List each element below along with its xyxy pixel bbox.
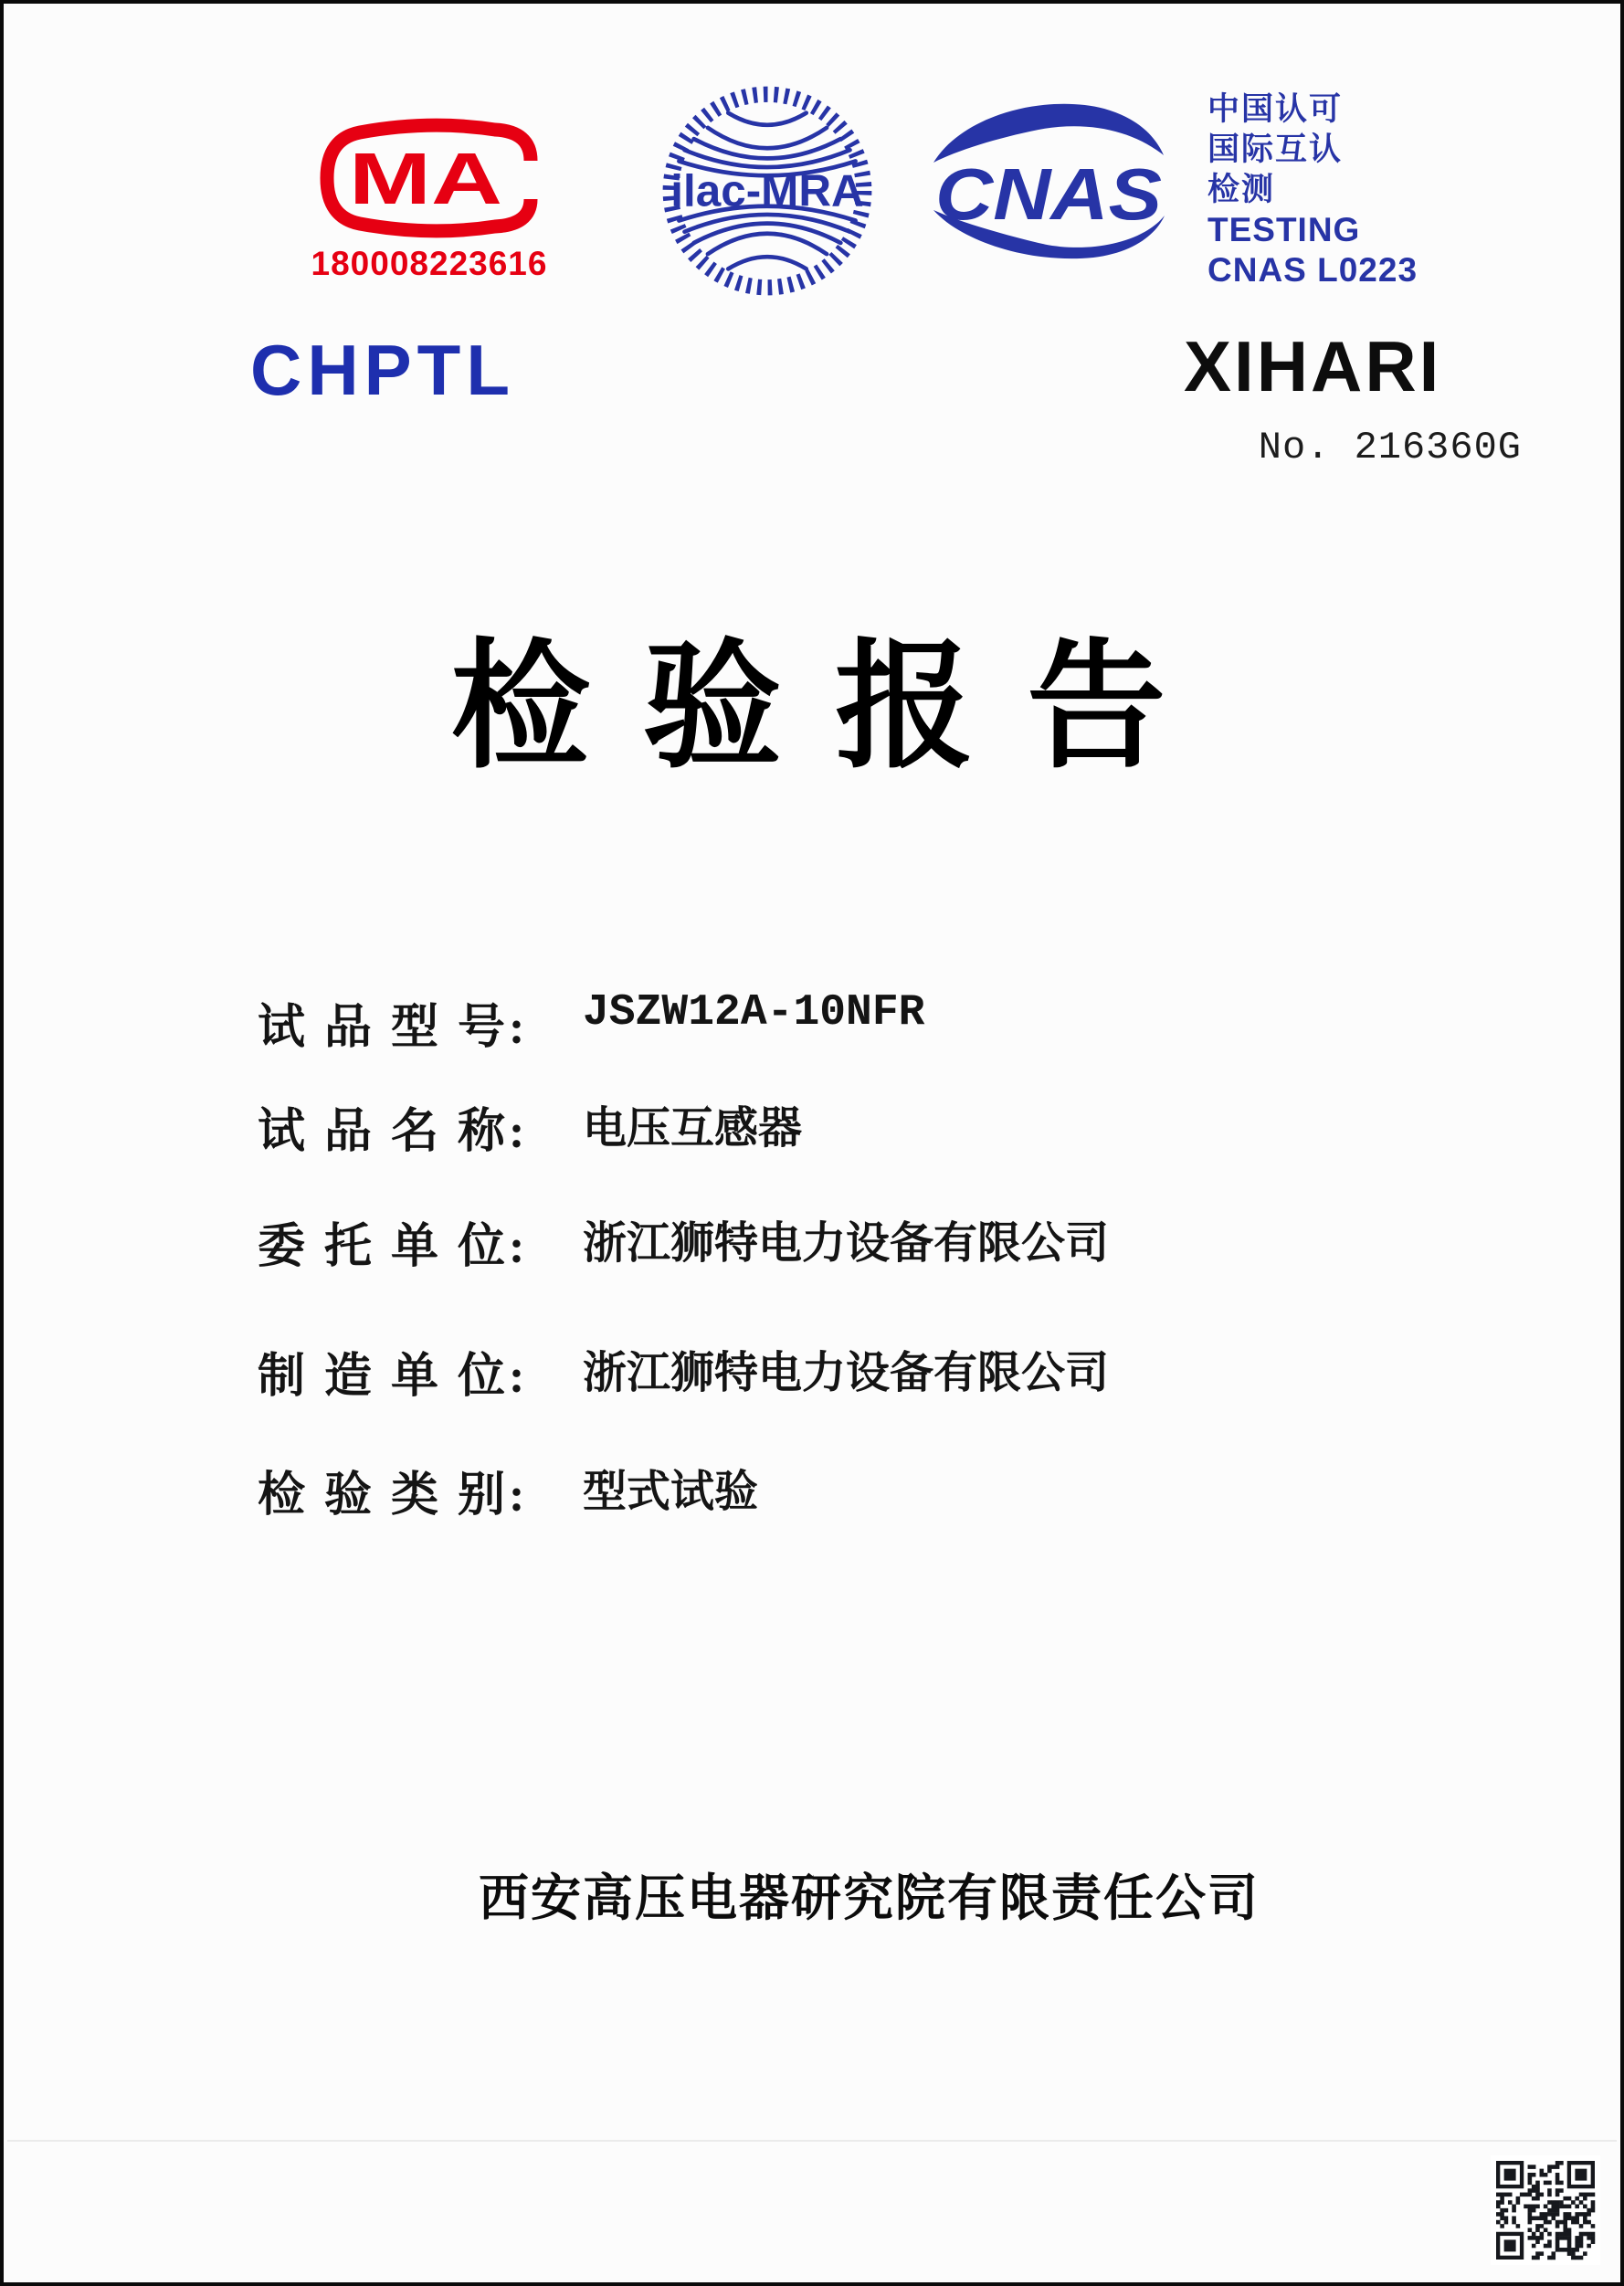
cnas-logo-icon [920, 93, 1177, 271]
field-label: 检 验 类 别: [258, 1470, 529, 1522]
scan-artifact-line [7, 2140, 1617, 2142]
accreditation-line: 中国认可 [1207, 91, 1344, 127]
accreditation-text-block [1207, 90, 1418, 290]
field-label: 委 托 单 位: [258, 1221, 529, 1273]
field-row-manufacturer [4, 1337, 1620, 1401]
field-label: 试 品 型 号: [258, 1002, 529, 1054]
report-number: No. 216360G [1258, 426, 1522, 469]
cma-mark-text: MA [349, 138, 502, 219]
field-value: JSZW12A-10NFR [583, 988, 925, 1038]
accreditation-line: 国际互认 [1207, 132, 1344, 167]
field-row-client [4, 1207, 1620, 1271]
field-row-test-category [4, 1456, 1620, 1520]
accreditation-line: 检测 [1207, 172, 1276, 207]
chptl-wordmark: CHPTL [250, 330, 515, 410]
cnas-logo-text: CNAS [935, 153, 1162, 235]
field-label: 试 品 名 称: [258, 1106, 529, 1158]
ilac-mra-seal-icon [656, 79, 879, 302]
cma-logo-icon [314, 117, 544, 247]
cma-license-number: 180008223616 [311, 245, 548, 282]
field-value: 电压互感器 [583, 1104, 803, 1153]
field-value: 型式试验 [583, 1468, 759, 1516]
qr-code [1491, 2155, 1600, 2265]
accreditation-line: TESTING [1207, 211, 1361, 248]
field-row-specimen-name [4, 1092, 1620, 1156]
field-row-specimen-model [4, 988, 1620, 1052]
field-label: 制 造 单 位: [258, 1351, 529, 1403]
field-value: 浙江狮特电力设备有限公司 [583, 1219, 1110, 1268]
field-value: 浙江狮特电力设备有限公司 [583, 1349, 1110, 1397]
ilac-mra-seal-text: ilac-MRA [670, 166, 864, 216]
report-title: 检 验 报 告 [450, 629, 1174, 785]
issuing-organization: 西安高压电器研究院有限责任公司 [479, 1870, 1260, 1926]
xihari-wordmark: XIHARI [1184, 326, 1442, 406]
accreditation-line: CNAS L0223 [1207, 251, 1418, 289]
